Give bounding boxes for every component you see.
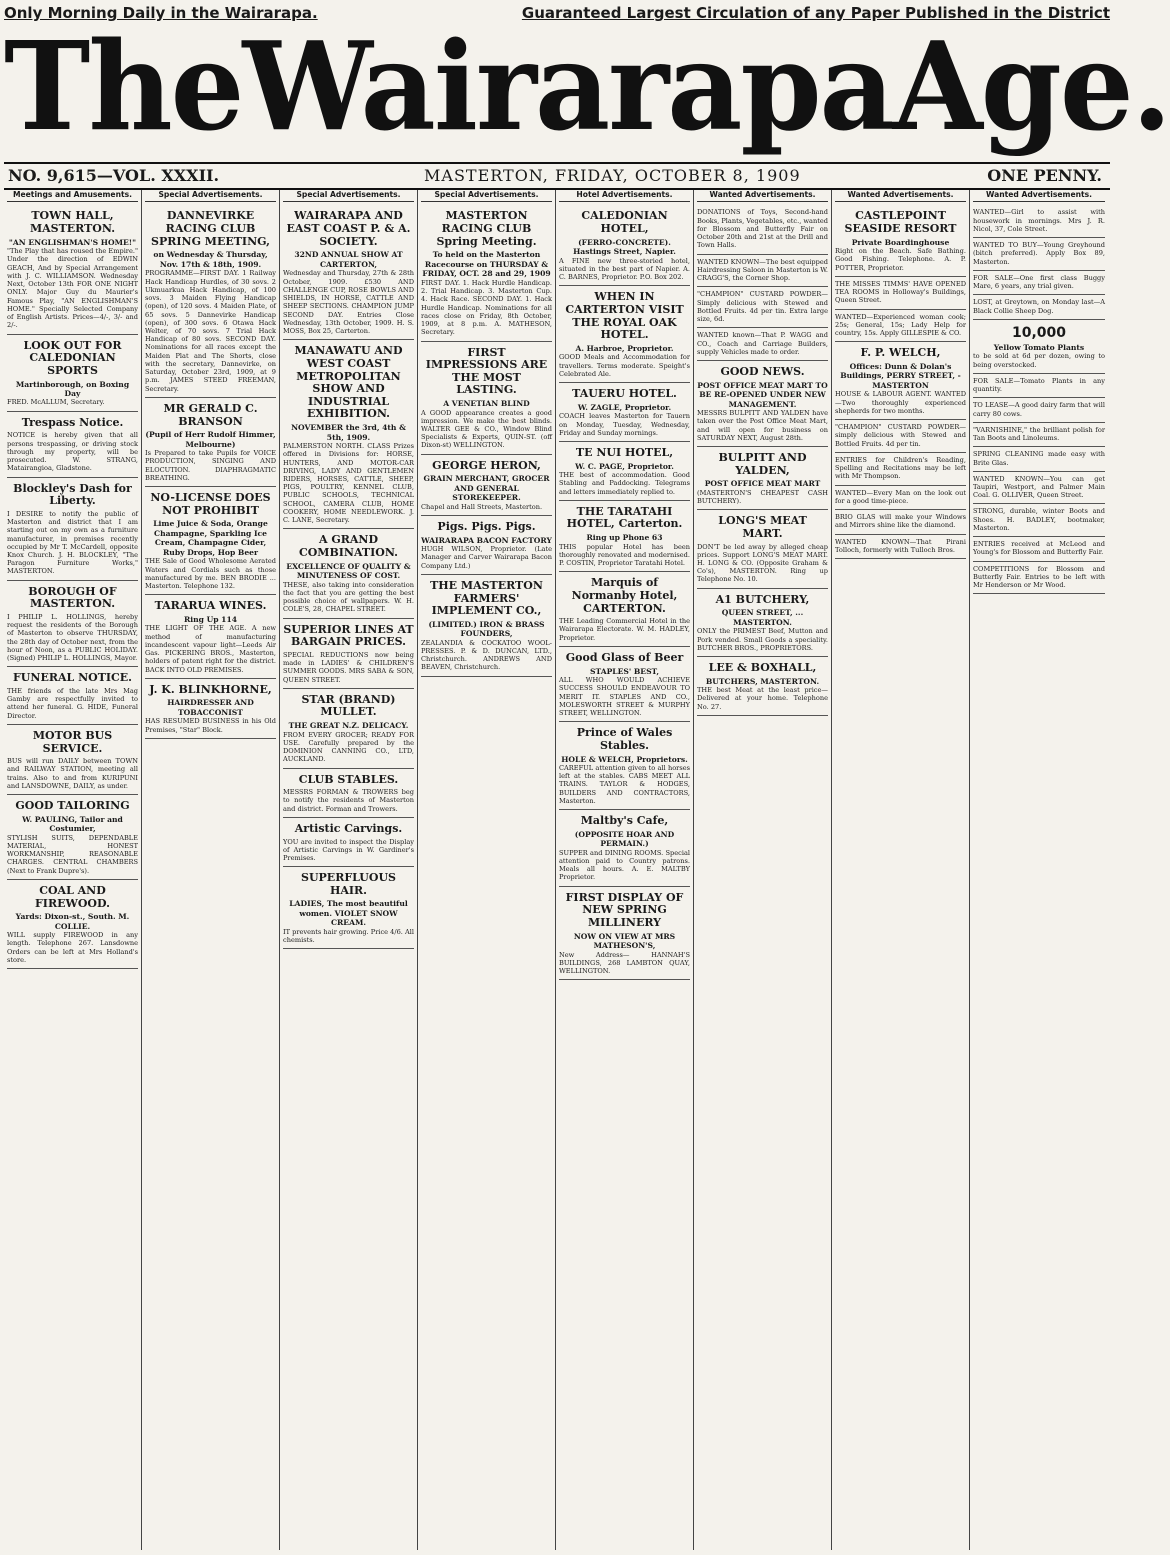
advert-title: LEE & BOXHALL, (708, 661, 817, 675)
advert-body: THE Leading Commercial Hotel in the Wairarapa Electorate. W. M. HADLEY, Proprietor. (559, 617, 690, 642)
advert-title: NO-LICENSE DOES NOT PROHIBIT (150, 491, 271, 517)
advert (145, 679, 276, 739)
advert (559, 383, 690, 442)
masthead-word-2: Wairarapa (242, 15, 893, 159)
advert (835, 510, 966, 534)
advert-sub: POST OFFICE MEAT MART (704, 479, 821, 489)
advert-title: Prince of Wales Stables. (576, 726, 673, 752)
advert-body: TO LEASE—A good dairy farm that will carry 80 cows. (973, 401, 1105, 418)
advert-title: Marquis of Normanby Hotel, CARTERTON. (571, 576, 678, 615)
advert-body: HOUSE & LABOUR AGENT. WANTED—Two thoroughly experienced shepherds for two months. (835, 390, 966, 415)
advert (973, 537, 1105, 561)
advert-title: LONG'S MEAT MART. (718, 514, 807, 540)
strapline-right: Guaranteed Largest Circulation of any Paper Published in the District (521, 4, 1110, 22)
masthead-word-1: The (4, 15, 243, 159)
advert-title: MASTERTON RACING CLUB Spring Meeting. (436, 209, 537, 248)
advert-body: MESSRS BULPITT AND YALDEN have taken over the Post Office Meat Mart, and will open for business on SATURDAY NEXT, August 28th. (697, 409, 828, 442)
advert-sub: Private Boardinghouse (851, 237, 950, 247)
column-1 (4, 190, 142, 1550)
advert (559, 442, 690, 501)
advert (697, 287, 828, 328)
advert-body: WANTED known—That P. WAGG and CO., Coach and Carriage Builders, supply Vehicles made to order. (697, 331, 828, 356)
advert-sub: (Pupil of Herr Rudolf Himmer, Melbourne) (145, 430, 276, 449)
advert-body: ONLY the PRIMEST Beef, Mutton and Pork vended. Small Goods a speciality. BUTCHER BROS., PROPRIETORS. (697, 627, 828, 652)
column-heading: Wanted Advertisements. (835, 190, 966, 202)
advert (835, 277, 966, 310)
dateline (4, 162, 1110, 190)
advert-title: STAR (BRAND) MULLET. (301, 692, 396, 719)
advert-title: SUPERIOR LINES AT BARGAIN PRICES. (283, 622, 414, 649)
advert (973, 398, 1105, 422)
advert (559, 286, 690, 383)
advert-sub: (OPPOSITE HOAR AND PERMAIN.) (574, 829, 675, 849)
advert-sub: Martinborough, on Boxing Day (15, 379, 130, 398)
advert (697, 589, 828, 657)
advert-body: COACH leaves Masterton for Tauern on Monday, Tuesday, Wednesday, Friday and Sunday mornings. (559, 412, 690, 437)
advert-title: TE NUI HOTEL, (575, 446, 674, 460)
column-5 (556, 190, 694, 1550)
advert-sub: Ring up Phone 63 (586, 533, 663, 543)
advert-body: THE best of accommodation. Good Stabling and Paddocking. Telegrams and letters immediately replied to. (559, 471, 690, 496)
advert (697, 657, 828, 716)
advert-body: THE best Meat at the least price—Delivered at your home. Telephone No. 27. (697, 686, 828, 711)
advert-body: "CHAMPION" CUSTARD POWDER—Simply delicious with Stewed and Bottled Fruits. 4d per tin. Extra large size, 6d. (697, 290, 828, 324)
advert (559, 810, 690, 887)
column-heading: Wanted Advertisements. (973, 190, 1105, 202)
advert (283, 619, 414, 689)
advert-body: A GOOD appearance creates a good impression. We make the best blinds. WALTER GEE & CO., Window Blind Specialists & Experts, QUIN-ST. (off Dixon-st) WELLINGTON. (421, 408, 552, 450)
advert-title: WAIRARAPA AND EAST COAST P. & A. SOCIETY. (286, 209, 411, 248)
advert-title: WHEN IN CARTERTON VISIT THE ROYAL OAK HOTEL. (565, 290, 684, 342)
advert-body: GOOD Meals and Accommodation for travellers. Terms moderate. Speight's Celebrated Ale. (559, 353, 690, 378)
advert-body: Wednesday and Thursday, 27th & 28th October, 1909. £530 AND CHALLENGE CUP, ROSE BOWLS AND SHIELDS, IN HORSE, CATTLE AND SHEEP SECTIONS. CHAMPION JUMP SECOND DAY. Entries Close Wednesday, 13th October, 1909. H. S. MOSS, Box 25, Carterton. (283, 269, 414, 336)
advert-body: I PHILIP L. HOLLINGS, hereby request the residents of the Borough of Masterton to observe THURSDAY, the 28th day of October next, from the hour of Noon, as a PUBLIC HOLIDAY. (Signed) PHILIP L. HOLLINGS, Mayor. (7, 612, 138, 663)
advert-sub: NOVEMBER the 3rd, 4th & 5th, 1909. (291, 423, 406, 442)
advert-sub: W. C. PAGE, Proprietor. (575, 461, 674, 471)
advert (973, 238, 1105, 271)
advert-body: WILL supply FIREWOOD in any length. Telephone 267. Lansdowne Orders can be left at Mrs Holland's store. (7, 931, 138, 964)
advert-title: MANAWATU AND WEST COAST METROPOLITAN SHOW AND INDUSTRIAL EXHIBITION. (294, 344, 403, 421)
advert (835, 535, 966, 559)
advert (559, 887, 690, 981)
advert (421, 575, 552, 677)
advert-body: WANTED TO BUY—Young Greyhound (bitch preferred). Apply Box 89, Masterton. (973, 241, 1105, 266)
advert-body: (MASTERTON'S CHEAPEST CASH BUTCHERY). (697, 488, 828, 506)
advert-title: Blockley's Dash for Liberty. (13, 481, 132, 508)
advert-body: DONATIONS of Toys, Second-hand Books, Plants, Vegetables, etc., wanted for Blossom and Butterfly Fair on October 20th and 21st at the Drill and Town Halls. (697, 208, 829, 250)
advert (283, 529, 414, 618)
advert (283, 818, 414, 867)
advert (145, 595, 276, 679)
advert (835, 310, 966, 343)
advert-body: PROGRAMME—FIRST DAY. 1 Railway Hack Handicap Hurdles, of 30 sovs. 2 Ukmuarkua Hack Handicap, of 100 sovs. 3 Maiden Flying Handicap (open), of 120 sovs. 4 Maiden Plate, of 65 sovs. 5 Dannevirke Handicap (open), of 300 sovs. 6 Otawa Hack Welter, of 70 sovs. 7 Trial Hack Handicap of 80 sovs. SECOND DAY. Nominations for all races except the Maiden Plat and The Shorts, close with the secretary, Dannevirke, on Saturday, October 23rd, 1909, at 9 p.m. JAMES STEED FREEMAN, Secretary. (145, 269, 276, 393)
advert-sub: QUEEN STREET, ... MASTERTON. (721, 608, 804, 627)
advert-title: J. K. BLINKHORNE, (149, 682, 272, 696)
advert-body: Is Prepared to take Pupils for VOICE PRODUCTION, SINGING AND ELOCUTION. DIAPHRAGMATIC BREATHING. (145, 449, 276, 482)
advert-sub: NOW ON VIEW AT MRS MATHESON'S, (573, 931, 676, 951)
advert-title: MR GERALD C. BRANSON (163, 401, 258, 428)
advert (973, 205, 1105, 238)
advert-body: STYLISH SUITS, DEPENDABLE MATERIAL, HONEST WORKMANSHIP, REASONABLE CHARGES. CENTRAL CHAMBERS (Next to Frank Dupre's). (7, 833, 138, 875)
advert (7, 581, 138, 668)
advert-body: THE Sale of Good Wholesome Aerated Waters and Cordials such as those manufactured by me. BEN BRODIE ... Masterton. Telephone 132. (145, 557, 276, 590)
column-heading: Special Advertisements. (421, 190, 552, 202)
advert-body: to be sold at 6d per dozen, owing to being overstocked. (973, 352, 1105, 369)
advert-body: ZEALANDIA & COCKATOO WOOL-PRESSES. P. & D. DUNCAN, LTD., Christchurch. ANDREWS AND BEAVEN, Christchurch. (421, 638, 552, 672)
advert-sub: HAIRDRESSER AND TOBACCONIST (167, 698, 254, 717)
advert (7, 335, 138, 412)
advert (835, 420, 966, 453)
advert-title: GOOD NEWS. (720, 365, 805, 378)
advert-title: TAUERU HOTEL. (572, 387, 677, 401)
advert-title: Trespass Notice. (21, 415, 124, 429)
advert-body: A FINE new three-storied hotel, situated in the best part of Napier. A. C. BARNES, Proprietor. P.O. Box 202. (559, 256, 690, 282)
advert-body: New Address— HANNAH'S BUILDINGS, 268 LAMBTON QUAY, WELLINGTON. (559, 950, 690, 976)
advert-body: WANTED—Every Man on the look out for a good time-piece. (835, 488, 966, 505)
advert-title: FIRST IMPRESSIONS ARE THE MOST LASTING. (425, 345, 548, 397)
advert (697, 361, 828, 447)
advert (421, 205, 552, 341)
advert-body: WANTED KNOWN—That Pirani Tolloch, formerly with Tulloch Bros. (835, 537, 966, 554)
advert-title: 10,000 (1011, 324, 1067, 341)
column-8 (970, 190, 1108, 1550)
advert-title: SUPERFLUOUS HAIR. (301, 871, 396, 897)
advert-body: THE MISSES TIMMS' HAVE OPENED TEA ROOMS in Holloway's Buildings, Queen Street. (835, 279, 966, 305)
advert (283, 769, 414, 818)
advert (283, 340, 414, 529)
advert-title: Maltby's Cafe, (580, 814, 669, 828)
advert-sub: Yards: Dixon-st., South. M. COLLIE. (15, 912, 130, 931)
advert-body: FIRST DAY. 1. Hack Hurdle Handicap. 2. Trial Handicap. 3. Masterton Cup. 4. Hack Race. SECOND DAY. 1. Hack Hurdle Handicap. Nominations for all races close on Friday, 8th October, 1909, at 8 p.m. A. MATHESON, Secretary. (421, 278, 552, 337)
advert-body: PALMERSTON NORTH. CLASS Prizes offered in Divisions for: HORSE, HUNTERS, AND MOTOR-CAR DRIVING, LADY AND GENTLEMEN RIDERS, HORSES, CATTLE, SHEEP, PIGS, POULTRY, KENNEL CLUB, PUBLIC SCHOOLS, TECHNICAL SCHOOL, CAMERA CLUB, HOME COOKERY, HOME NEEDLEWORK. J. C. LANE, Secretary. (283, 442, 414, 525)
advert-sub: STAPLES' BEST, (589, 666, 660, 676)
advert-title: MOTOR BUS SERVICE. (32, 728, 113, 755)
advert (973, 504, 1105, 537)
advert-title: A1 BUTCHERY, (715, 592, 810, 606)
advert-body: FOR SALE—Tomato Plants in any quantity. (973, 376, 1105, 394)
advert-sub: POST OFFICE MEAT MART TO BE RE-OPENED UNDER NEW MANAGEMENT. (697, 380, 828, 409)
advert-title: Artistic Carvings. (294, 821, 403, 835)
advert-body: SUPPER and DINING ROOMS. Special attention paid to Country patrons. Meals all hours. A. E. MALTBY Proprietor. (559, 848, 690, 882)
advert-sub: HOLE & WELCH, Proprietors. (561, 754, 688, 764)
advert-sub: Ring Up 114 (183, 614, 238, 624)
advert (973, 374, 1105, 398)
advert-body: "The Play that has roused the Empire." Under the direction of EDWIN GEACH, And by Special Arrangement with J. C. WILLIAMSON. Wednesday Next, October 13th FOR ONE NIGHT ONLY. Major Guy du Maurier's Famous Play, "AN ENGLISHMAN'S HOME." Specially Selected Company of English Artists. Prices—4/-, 3/- and 2/-. (7, 247, 138, 330)
advert-title: Pigs. Pigs. Pigs. (437, 520, 536, 534)
advert-title: TOWN HALL, MASTERTON. (29, 209, 116, 236)
column-heading: Meetings and Amusements. (7, 190, 138, 202)
advert (697, 205, 828, 254)
advert-sub: GRAIN MERCHANT, GROCER AND GENERAL STOREKEEPER. (423, 474, 550, 503)
advert-body: LOST, at Greytown, on Monday last—A Black Collie Sheep Dog. (973, 298, 1105, 315)
advert-title: LOOK OUT FOR CALEDONIAN SPORTS (23, 338, 122, 377)
advert-sub: Yellow Tomato Plants (993, 342, 1085, 352)
advert-title: BOROUGH OF MASTERTON. (28, 584, 117, 611)
advert-body: NOTICE is hereby given that all persons trespassing, or driving stock through my property, will be prosecuted. W. STRANG, Matairangioa, Gladstone. (7, 431, 138, 473)
advert-title: F. P. WELCH, (860, 346, 941, 360)
advert-title: THE MASTERTON FARMERS' IMPLEMENT CO., (430, 578, 543, 618)
advert-sub: Offices: Dunn & Dolan's Buildings, PERRY STREET, - MASTERTON (840, 362, 961, 390)
advert (283, 867, 414, 949)
advert-body: WANTED—Girl to assist with housework in mornings. Mrs J. R. Nicol, 37, Cole Street. (973, 208, 1105, 233)
advert-body: BUS will run DAILY between TOWN and RAILWAY STATION, meeting all trains. Also to and from KURIPUNI and LANSDOWNE, DAILY, as under. (7, 757, 138, 790)
place-date: MASTERTON, FRIDAY, OCTOBER 8, 1909 (424, 166, 801, 185)
advert-title: GEORGE HERON, (432, 458, 541, 472)
advert (7, 795, 138, 880)
advert (7, 412, 138, 478)
advert-sub: W. ZAGLE, Proprietor. (577, 402, 672, 412)
advert-body: Chapel and Hall Streets, Masterton. (421, 502, 543, 511)
column-7 (832, 190, 970, 1550)
advert-title: CASTLEPOINT SEASIDE RESORT (844, 209, 957, 236)
advert (559, 572, 690, 647)
advert-body: YOU are invited to inspect the Display of Artistic Carvings in W. Gardiner's Premises. (283, 837, 414, 862)
advert (973, 472, 1105, 505)
advert (973, 271, 1105, 295)
advert-sub: (LIMITED.) IRON & BRASS FOUNDERS, (428, 619, 545, 639)
advert (973, 320, 1105, 374)
advert-sub: Lime Juice & Soda, Orange Champagne, Sparkling Ice Cream, Champagne Cider, Ruby Drops, Hop Beer (153, 519, 268, 557)
column-4 (418, 190, 556, 1550)
advert-title: TARARUA WINES. (154, 599, 267, 613)
advert (283, 689, 414, 769)
advert (283, 205, 414, 340)
advert-title: FUNERAL NOTICE. (12, 671, 133, 685)
advert-body: "VARNISHINE," the brilliant polish for Tan Boots and Linoleums. (973, 425, 1105, 443)
advert-sub: (FERRO-CONCRETE). Hastings Street, Napier. (573, 237, 676, 257)
advert-title: CLUB STABLES. (298, 772, 399, 786)
advert-body: STRONG, durable, winter Boots and Shoes. H. BADLEY, bootmaker, Masterton. (973, 507, 1105, 532)
advert-body: FRED. McALLUM, Secretary. (7, 398, 105, 407)
advert-body: Right on the Beach. Safe Bathing. Good Fishing. Telephone. A. P. POTTER, Proprietor. (835, 247, 966, 272)
advert (7, 725, 138, 795)
advert-title: DANNEVIRKE RACING CLUB SPRING MEETING, (151, 209, 270, 248)
advert-body: HAS RESUMED BUSINESS in his Old Premises, "Star" Block. (145, 717, 276, 734)
advert-body: IT prevents hair growing. Price 4/6. All chemists. (283, 927, 414, 945)
advert (835, 205, 966, 276)
advert (145, 487, 276, 595)
advert-body: THE LIGHT OF THE AGE. A new method of manufacturing incandescent vapour light—Leeds Air Gas. PICKERING BROS., Masterton, holders of patent right for the district. BACK INTO OLD PREMISES. (145, 624, 276, 674)
column-heading: Hotel Advertisements. (559, 190, 690, 202)
advert (421, 516, 552, 575)
advert-body: FOR SALE—One first class Buggy Mare, 6 years, any trial given. (973, 273, 1105, 291)
advert (7, 880, 138, 969)
advert-body: "CHAMPION" CUSTARD POWDER—simply delicious with Stewed and Bottled Fruits. 4d per tin. (835, 423, 966, 448)
advert-title: GOOD TAILORING (15, 799, 130, 813)
advert (973, 423, 1105, 447)
advert-sub: A. Harbroe, Proprietor. (575, 344, 674, 353)
advert-body: DON'T be led away by alleged cheap prices. Support LONG'S MEAT MART. H. LONG & CO. (Opposite Graham & Co's), MASTERTON. Ring up Telephone No. 10. (697, 542, 828, 584)
advert-body: THIS popular Hotel has been thoroughly renovated and modernised. P. COSTIN, Proprietor Taratahi Hotel. (559, 542, 690, 568)
advert-sub: on Wednesday & Thursday, Nov. 17th & 18th, 1909. (153, 250, 268, 269)
advert-body: WANTED KNOWN—The best equipped Hairdressing Saloon in Masterton is W. CRAGG'S, the Corner Shop. (697, 257, 828, 283)
advert-body: I DESIRE to notify the public of Masterton and district that I am starting out on my own as a furniture manufacturer, in premises recently occupied by Mr T. McCardell, opposite Knox Church. J. H. BLOCKLEY, "The Paragon Furniture Works," MASTERTON. (7, 509, 138, 576)
advert-body: ENTRIES received at McLeod and Young's for Blossom and Butterfly Fair. (973, 540, 1105, 557)
advert-body: CAREFUL attention given to all horses left at the stables. CABS MEET ALL TRAINS. TAYLOR & HODGES, BUILDERS AND CONTRACTORS, Masterton. (559, 764, 690, 805)
advert-sub: To held on the Masterton Racecourse on THURSDAY & FRIDAY, OCT. 28 and 29, 1909 (422, 250, 551, 279)
advert (835, 453, 966, 486)
advert (559, 647, 690, 722)
advert-body: SPECIAL REDUCTIONS now being made in LADIES' & CHILDREN'S SUMMER GOODS. MRS SABA & SON, QUEEN STREET. (283, 650, 414, 684)
advert-sub: 32ND ANNUAL SHOW AT CARTERTON, (294, 250, 403, 269)
advert (697, 255, 828, 288)
column-heading: Special Advertisements. (145, 190, 276, 202)
advert (973, 295, 1105, 319)
advert-body: BRIO GLAS will make your Windows and Mirrors shine like the diamond. (835, 513, 966, 530)
advert-sub: A VENETIAN BLIND (443, 399, 530, 409)
advert-body: WANTED KNOWN—You can get Taupiri, Westport, and Palmer Main Coal. G. OLLIVER, Queen Street. (973, 474, 1105, 500)
column-heading: Special Advertisements. (283, 190, 414, 202)
advert-body: THE friends of the late Mrs Mag Gamby are respectfully invited to attend her funeral. G. HIDE, Funeral Director. (7, 687, 138, 720)
advert (973, 447, 1105, 471)
advert (973, 562, 1105, 595)
advert-body: THESE, also taking into consideration the fact that you are getting the best possible choice of wallpapers. W. H. COLE'S, 28, CHAPEL STREET. (283, 580, 414, 614)
advert-sub: LADIES, The most beautiful women. VIOLET SNOW CREAM. (289, 899, 408, 928)
advert-title: CALEDONIAN HOTEL, (581, 209, 668, 236)
advert-title: COAL AND FIREWOOD. (35, 883, 110, 910)
advert-sub: EXCELLENCE OF QUALITY & MINUTENESS OF COST. (286, 561, 411, 581)
advert-body: WANTED—Experienced woman cook; 25s; General, 15s; Lady Help for country, 15s. Apply GILLESPIE & CO. (835, 312, 966, 338)
advert-title: Good Glass of Beer (565, 650, 684, 664)
advert-sub: "AN ENGLISHMAN'S HOME!" (8, 237, 137, 247)
advert (697, 328, 828, 361)
column-heading: Wanted Advertisements. (697, 190, 828, 202)
masthead-title (4, 15, 1170, 159)
advert-sub: THE GREAT N.Z. DELICACY. (288, 721, 409, 731)
advert (421, 455, 552, 516)
advert-body: FROM EVERY GROCER; READY FOR USE. Carefully prepared by the DOMINION CANNING CO., LTD, AUCKLAND. (283, 730, 414, 764)
advert (421, 342, 552, 455)
advert-sub: BUTCHERS, MASTERTON. (705, 676, 820, 686)
column-6 (694, 190, 832, 1550)
advert (559, 722, 690, 810)
advert (559, 205, 690, 286)
advert (7, 205, 138, 334)
advert-body: COMPETITIONS for Blossom and Butterfly Fair. Entries to be left with Mr Henderson or Mr Wood. (973, 564, 1105, 590)
advert-body: ALL WHO WOULD ACHIEVE SUCCESS SHOULD ENDEAVOUR TO MERIT IT. STAPLES AND CO., MOLESWORTH STREET & MURPHY STREET, WELLINGTON. (559, 676, 690, 717)
price: ONE PENNY. (987, 166, 1102, 185)
advert-title: BULPITT AND YALDEN, (718, 451, 807, 477)
advert (697, 510, 828, 588)
advert-body: HUGH WILSON, Proprietor. (Late Manager and Carver Wairarapa Bacon Company Ltd.) (421, 545, 552, 570)
advert-title: FIRST DISPLAY OF NEW SPRING MILLINERY (565, 890, 684, 929)
issue-number: NO. 9,615—VOL. XXXII. (8, 166, 220, 185)
advert-sub: W. PAULING, Tailor and Costumier, (22, 814, 123, 834)
advert (835, 486, 966, 510)
advert-sub: WAIRARAPA BACON FACTORY (421, 535, 552, 545)
column-3 (280, 190, 418, 1550)
column-2 (142, 190, 280, 1550)
advert (697, 447, 828, 510)
advert-body: ENTRIES for Children's Reading, Spelling and Recitations may be left with Mr Thompson. (835, 455, 966, 481)
advert (7, 478, 138, 581)
strapline-left: Only Morning Daily in the Wairarapa. (4, 4, 318, 22)
advert-title: A GRAND COMBINATION. (298, 533, 399, 560)
advert (145, 205, 276, 397)
advert (7, 667, 138, 725)
advert-body: SPRING CLEANING made easy with Brite Glas. (973, 450, 1105, 467)
advert-body: MESSRS FORMAN & TROWERS beg to notify the residents of Masterton and district. Forman and Trowers. (283, 788, 414, 813)
advert-title: THE TARATAHI HOTEL, Carterton. (566, 504, 683, 531)
advert (145, 398, 276, 487)
advert-columns (4, 190, 1110, 1550)
masthead-word-3: Age. (892, 15, 1170, 159)
advert (835, 342, 966, 420)
advert (559, 501, 690, 572)
